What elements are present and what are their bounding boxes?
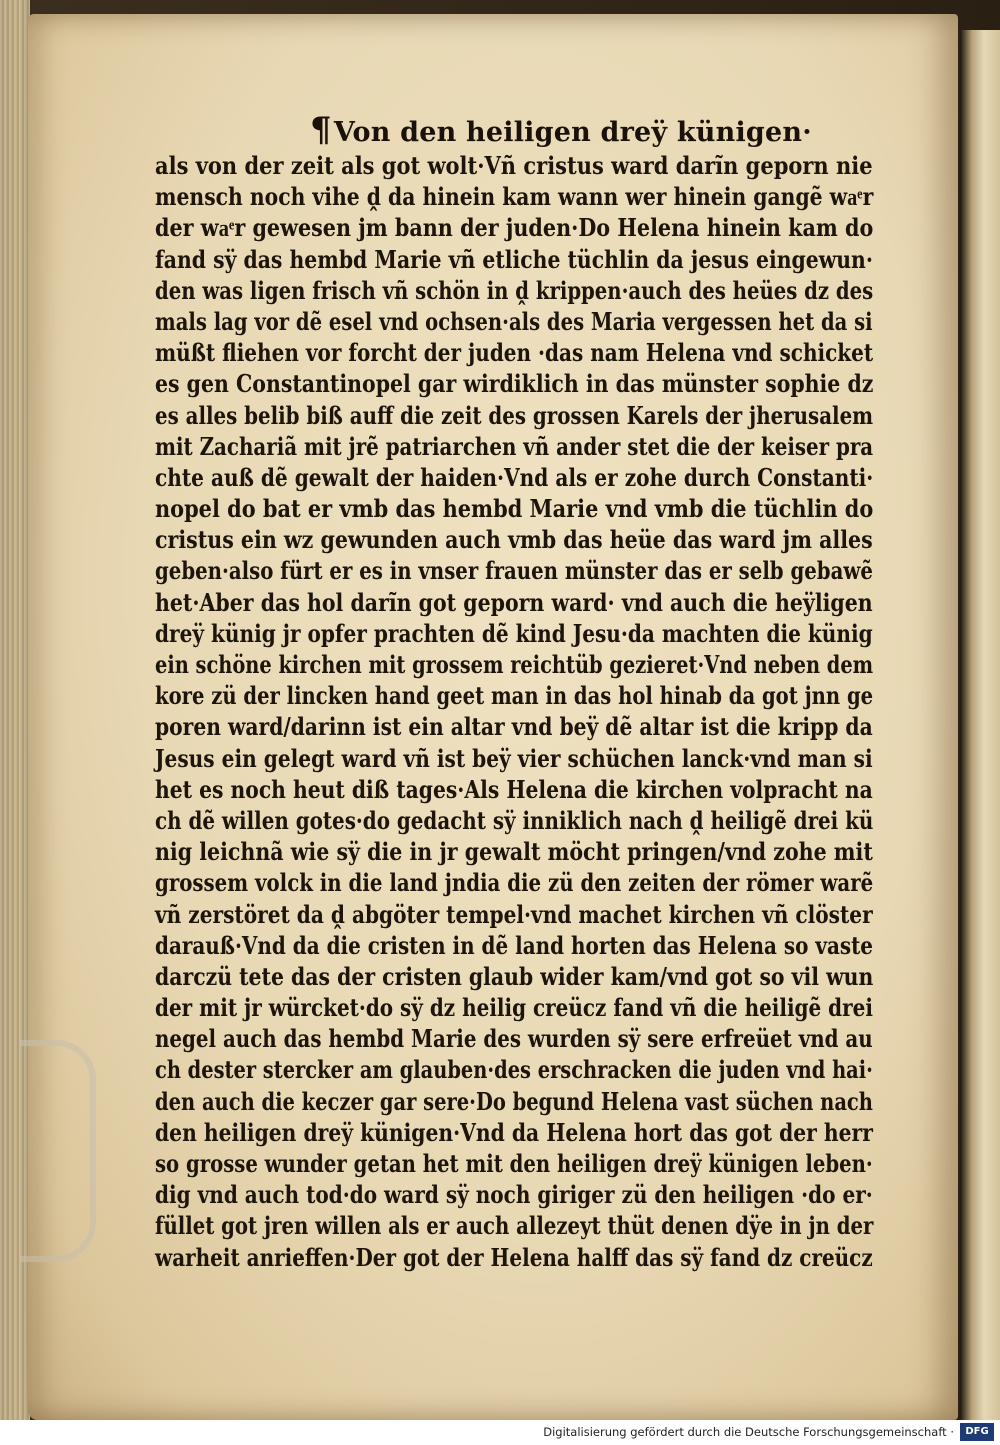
text-line: füllet got jren willen als er auch allezeyt thüt denen dÿe in jn der [155,1211,874,1241]
text-line: het es noch heut diß tages·Als Helena die kirchen volpracht na [155,774,873,804]
text-line: der mit jr würcket·do sÿ dz heilig creücz fand vñ die heiligẽ drei [155,993,873,1023]
text-line: darauß·Vnd da die cristen in dẽ land horten das Helena so vaste [155,930,873,960]
text-line: warheit anrieffen·Der got der Helena halff das sÿ fand dz creücz [155,1242,873,1272]
text-line: Jesus ein gelegt ward vñ ist beÿ vier schüchen lanck·vnd man si [155,743,873,773]
page-heading [310,110,812,150]
text-line: het·Aber das hol darĩn got geporn ward· vnd auch die heÿligen [155,587,873,617]
text-line: kore zü der lincken hand geet man in das hol hinab da got jnn ge [155,681,874,711]
clip-mark [20,1040,96,1262]
text-line: mals lag vor dẽ esel vnd ochsen·als des Maria vergessen het da si [155,306,873,336]
text-line: es gen Constantinopel gar wirdiklich in das münster sophie dz [155,369,874,399]
text-line: nig leichnã wie sÿ die in jr gewalt möcht pringen/vnd zohe mit [155,837,873,867]
pilcrow-mark: ¶ [310,110,332,150]
text-line: der waͤr gewesen jm bann der juden·Do Helena hinein kam do [155,213,874,243]
dfg-logo: DFG [960,1423,994,1441]
text-line: es alles belib biß auff die zeit des grossen Karels der jherusalem [155,400,874,430]
funding-credit: Digitalisierung gefördert durch die Deutsche Forschungsgemeinschaft · [543,1425,954,1439]
text-line: darczü tete das der cristen glaub wider kam/vnd got so vil wun [155,961,874,991]
text-line: negel auch das hembd Marie des wurden sÿ sere erfreüet vnd au [155,1024,873,1054]
text-line: dig vnd auch tod·do ward sÿ noch giriger zü den heiligen ·do er· [155,1180,873,1210]
text-line: ein schöne kirchen mit grossem reichtüb gezieret·Vnd neben dem [155,650,874,679]
text-line: den heiligen dreÿ künigen·Vnd da Helena hort das got der herr [155,1117,873,1147]
text-line: den auch die keczer gar sere·Do begund Helena vast süchen nach [155,1086,873,1116]
text-line: den was ligen frisch vñ schön in ḓ krippen·auch des heües dz des [155,275,874,305]
text-line: poren ward/darinn ist ein altar vnd beÿ dẽ altar ist die kripp da [155,712,873,742]
text-line: müßt fliehen vor forcht der juden ·das nam Helena vnd schicket [155,338,874,368]
text-line: nopel do bat er vmb das hembd Marie vnd vmb die tüchlin do [155,494,874,524]
text-line: cristus ein wz gewunden auch vmb das heüe das ward jm alles [155,525,873,555]
text-line: ch dester stercker am glauben·des erschracken die juden vnd hai· [155,1055,873,1085]
text-line: chte auß dẽ gewalt der haiden·Vnd als er zohe durch Constanti· [155,462,874,492]
facing-page-edge [960,30,1000,1420]
text-line: ch dẽ willen gotes·do gedacht sÿ inniklich nach ḓ heiligẽ drei kü [155,805,874,835]
text-line: mit Zachariã mit jrẽ patriarchen vñ ander stet die der keiser pra [155,431,874,461]
text-line: vñ zerstöret da ḓ abgöter tempel·vnd machet kirchen vñ clöster [155,899,873,929]
text-line: dreÿ künig jr opfer prachten dẽ kind Jesu·da machten die künig [155,618,873,648]
text-line: mensch noch vihe ḓ da hinein kam wann wer hinein gangẽ waͤr [155,182,874,212]
text-line: so grosse wunder getan het mit den heiligen dreÿ künigen leben· [155,1149,873,1178]
heading-text: Von den heiligen dreÿ künigen· [333,117,812,148]
text-line: als von der zeit als got wolt·Vñ cristus ward darĩn geporn nie [155,151,873,180]
footer-bar [0,1420,1000,1445]
text-line: fand sÿ das hembd Marie vñ etliche tüchlin da jesus eingewun· [155,244,873,274]
text-line: geben·also fürt er es in vnser frauen münster das er selb gebawẽ [155,556,873,586]
text-block [155,150,875,1273]
text-line: grossem volck in die land jndia die zü den zeiten der römer warẽ [155,868,874,898]
